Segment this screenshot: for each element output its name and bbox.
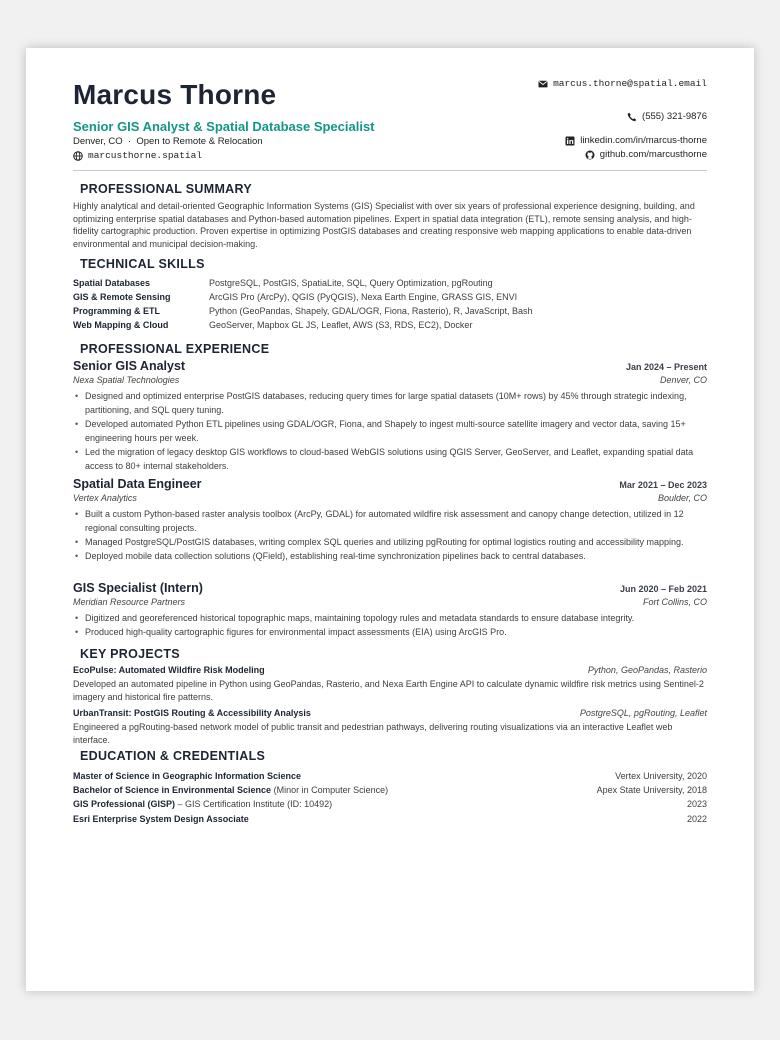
education-year: 2023 <box>686 799 707 809</box>
job-company: Vertex Analytics <box>73 493 137 503</box>
project-tech: Python, GeoPandas, Rasterio <box>587 665 707 675</box>
job-bullets <box>73 507 707 563</box>
candidate-headline: Senior GIS Analyst & Spatial Database Specialist <box>73 119 375 134</box>
education-year: Vertex University, 2020 <box>615 771 707 781</box>
education-detail: (Minor in Computer Science) <box>271 785 389 795</box>
job-dates: Mar 2021 – Dec 2023 <box>619 480 707 490</box>
job-location: Fort Collins, CO <box>642 597 707 607</box>
job-title: Spatial Data Engineer <box>73 477 202 491</box>
education-item <box>73 799 332 809</box>
project-title: UrbanTransit: PostGIS Routing & Accessibility Analysis <box>73 708 311 718</box>
skill-label: GIS & Remote Sensing <box>73 292 171 302</box>
job-bullet: • Deployed mobile data collection solutions (QField), establishing real-time synchronization pipelines back to central databases. <box>73 549 707 563</box>
skill-label: Programming & ETL <box>73 306 161 316</box>
job-bullet: • Digitized and georeferenced historical topographic maps, maintaining topology rules and metadata standards to ensure database integrity. <box>73 611 707 625</box>
github-contact <box>585 149 707 160</box>
education-detail: – GIS Certification Institute (ID: 10492) <box>175 799 333 809</box>
resume-page <box>26 48 754 991</box>
location-separator: · <box>127 136 132 147</box>
location-line <box>73 136 263 147</box>
job-bullets <box>73 389 707 473</box>
summary-heading: PROFESSIONAL SUMMARY <box>80 182 252 196</box>
job-dates: Jan 2024 – Present <box>625 362 707 372</box>
location: Denver, CO <box>73 136 123 147</box>
skills-heading: TECHNICAL SKILLS <box>80 257 205 271</box>
skill-value: ArcGIS Pro (ArcPy), QGIS (PyQGIS), Nexa Earth Engine, GRASS GIS, ENVI <box>209 292 518 302</box>
header-divider <box>73 170 707 171</box>
website-line <box>73 150 202 161</box>
phone-icon <box>627 112 637 122</box>
project-description: Developed an automated pipeline in Python using GeoPandas, Rasterio, and Nexa Earth Engine API to calculate dynamic wildfire risk metrics using Sentinel-2 imagery and historical fire patterns. <box>73 679 704 702</box>
linkedin-icon <box>565 136 575 146</box>
skill-value: GeoServer, Mapbox GL JS, Leaflet, AWS (S3, RDS, EC2), Docker <box>209 320 473 330</box>
availability: Open to Remote & Relocation <box>136 136 263 147</box>
education-title: Master of Science in Geographic Information Science <box>73 771 302 781</box>
globe-icon <box>73 151 83 161</box>
skill-label: Web Mapping & Cloud <box>73 320 169 330</box>
skill-value: Python (GeoPandas, Shapely, GDAL/OGR, Fiona, Rasterio), R, JavaScript, Bash <box>209 306 533 316</box>
job-location: Denver, CO <box>659 375 707 385</box>
job-location: Boulder, CO <box>657 493 707 503</box>
job-bullet: • Developed automated Python ETL pipelines using GDAL/OGR, Fiona, and Shapely to ingest multi-source satellite imagery and vector data, saving 15+ engineering hours per week. <box>73 417 707 445</box>
email-contact <box>538 78 707 89</box>
job-bullets <box>73 611 707 639</box>
github-link[interactable]: github.com/marcusthorne <box>599 149 707 160</box>
education-item <box>73 785 388 795</box>
education-year: Apex State University, 2018 <box>596 785 707 795</box>
experience-heading: PROFESSIONAL EXPERIENCE <box>80 342 270 356</box>
job-bullet: • Designed and optimized enterprise PostGIS databases, reducing query times for large spatial datasets (10M+ rows) by 45% through strategic indexing, partitioning, and SQL query tuning. <box>73 389 707 417</box>
phone-contact <box>627 111 707 122</box>
job-bullet: • Led the migration of legacy desktop GIS workflows to cloud-based WebGIS solutions using QGIS Server, GeoServer, and Leaflet, expanding spatial data access to 80+ internal stakeholders. <box>73 445 707 473</box>
education-year: 2022 <box>686 814 707 824</box>
skill-value: PostgreSQL, PostGIS, SpatiaLite, SQL, Query Optimization, pgRouting <box>209 278 493 288</box>
candidate-name: Marcus Thorne <box>73 79 277 110</box>
education-heading: EDUCATION & CREDENTIALS <box>80 749 266 763</box>
education-title: Esri Enterprise System Design Associate <box>73 814 249 824</box>
job-company: Meridian Resource Partners <box>73 597 186 607</box>
job-dates: Jun 2020 – Feb 2021 <box>619 584 707 594</box>
job-bullet: • Built a custom Python-based raster analysis toolbox (ArcPy, GDAL) for automated wildfire risk assessment and canopy change detection, utilized in 12 regional consulting projects. <box>73 507 707 535</box>
project-tech: PostgreSQL, pgRouting, Leaflet <box>579 708 707 718</box>
education-item <box>73 771 301 781</box>
project-title: EcoPulse: Automated Wildfire Risk Modeling <box>73 665 265 675</box>
linkedin-contact <box>565 135 707 146</box>
summary-text: Highly analytical and detail-oriented Geographic Information Systems (GIS) Specialist with over six years of professional experience designing, building, and optimizing enterprise spatial databases and Python-based automation pipelines. Expert in spatial data integration (ETL), remote sensing analysis, and high-fidelity cartographic production. Proven expertise in optimizing PostGIS databases and creating responsive web mapping applications to enable data-driven environmental and municipal decision-making. <box>73 201 695 249</box>
phone-number[interactable]: (555) 321-9876 <box>642 111 707 122</box>
education-item <box>73 814 249 824</box>
education-title: Bachelor of Science in Environmental Science <box>73 785 272 795</box>
job-bullet: • Produced high-quality cartographic figures for environmental impact assessments (EIA) using ArcGIS Pro. <box>73 625 707 639</box>
envelope-icon <box>538 79 548 89</box>
job-company: Nexa Spatial Technologies <box>73 375 180 385</box>
github-icon <box>585 150 595 160</box>
email-link[interactable]: marcus.thorne@spatial.email <box>553 78 707 89</box>
website-link[interactable]: marcusthorne.spatial <box>88 150 203 161</box>
education-title: GIS Professional (GISP) <box>73 799 176 809</box>
linkedin-link[interactable]: linkedin.com/in/marcus-thorne <box>580 135 707 146</box>
skill-label: Spatial Databases <box>73 278 151 288</box>
project-description: Engineered a pgRouting-based network model of public transit and pedestrian pathways, delivering routing visualizations via an interactive Leaflet web interface. <box>73 722 673 745</box>
job-title: GIS Specialist (Intern) <box>73 581 203 595</box>
projects-heading: KEY PROJECTS <box>80 647 180 661</box>
job-bullet: • Managed PostgreSQL/PostGIS databases, writing complex SQL queries and utilizing pgRouting for optimal logistics routing and accessibility mapping. <box>73 535 707 549</box>
job-title: Senior GIS Analyst <box>73 359 186 373</box>
